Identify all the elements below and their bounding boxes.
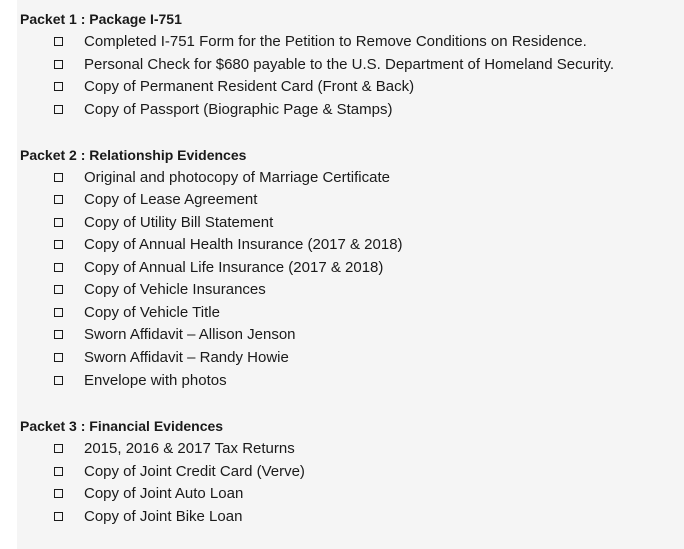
item-label: Copy of Passport (Biographic Page & Stamps) xyxy=(84,101,393,118)
item-label: Copy of Joint Auto Loan xyxy=(84,485,244,502)
checkbox-icon xyxy=(54,353,63,362)
checkbox-icon xyxy=(54,512,63,521)
checkbox-icon xyxy=(54,82,63,91)
item-label: Sworn Affidavit – Randy Howie xyxy=(84,349,289,366)
checkbox-icon xyxy=(54,489,63,498)
item-label: Sworn Affidavit – Allison Jenson xyxy=(84,326,296,343)
packet-title: Packet 1 : Package I-751 xyxy=(20,11,182,27)
item-label: Copy of Joint Credit Card (Verve) xyxy=(84,463,305,480)
item-label: Copy of Vehicle Title xyxy=(84,304,220,321)
checkbox-icon xyxy=(54,195,63,204)
item-label: Copy of Lease Agreement xyxy=(84,191,258,208)
item-label: 2015, 2016 & 2017 Tax Returns xyxy=(84,440,295,457)
item-label: Envelope with photos xyxy=(84,372,227,389)
item-label: Copy of Utility Bill Statement xyxy=(84,214,274,231)
checkbox-icon xyxy=(54,263,63,272)
checkbox-icon xyxy=(54,467,63,476)
checkbox-icon xyxy=(54,376,63,385)
item-label: Copy of Annual Health Insurance (2017 & 2018) xyxy=(84,236,403,253)
checkbox-icon xyxy=(54,444,63,453)
checkbox-icon xyxy=(54,218,63,227)
checkbox-icon xyxy=(54,330,63,339)
checkbox-icon xyxy=(54,240,63,249)
document-page xyxy=(17,0,684,549)
item-label: Copy of Joint Bike Loan xyxy=(84,508,243,525)
checkbox-icon xyxy=(54,173,63,182)
packet-title: Packet 2 : Relationship Evidences xyxy=(20,147,247,163)
item-label: Completed I-751 Form for the Petition to Remove Conditions on Residence. xyxy=(84,33,587,50)
checkbox-icon xyxy=(54,308,63,317)
checkbox-icon xyxy=(54,37,63,46)
item-label: Copy of Annual Life Insurance (2017 & 2018) xyxy=(84,259,384,276)
item-label: Copy of Permanent Resident Card (Front & Back) xyxy=(84,78,415,95)
item-label: Personal Check for $680 payable to the U.S. Department of Homeland Security. xyxy=(84,56,615,73)
item-label: Original and photocopy of Marriage Certificate xyxy=(84,169,390,186)
packet-title: Packet 3 : Financial Evidences xyxy=(20,418,224,434)
checkbox-icon xyxy=(54,60,63,69)
checkbox-icon xyxy=(54,285,63,294)
item-label: Copy of Vehicle Insurances xyxy=(84,281,266,298)
checkbox-icon xyxy=(54,105,63,114)
